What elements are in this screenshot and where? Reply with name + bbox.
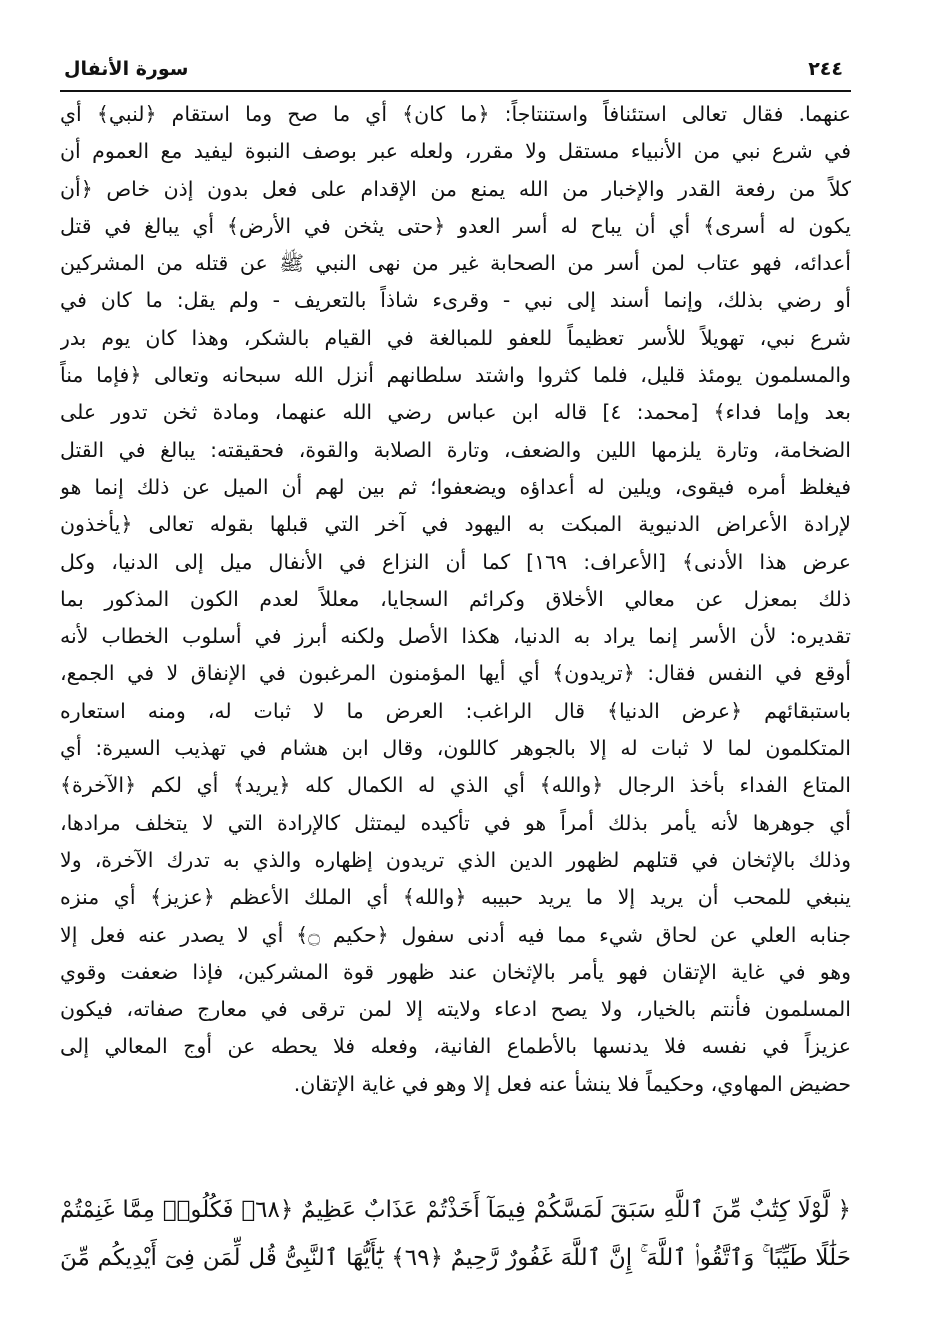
text-line: لإرادة الأعراض الدنيوية المبكت به اليهود في آخر التي قبلها بقوله تعالى ﴿يأخذون	[60, 512, 851, 537]
text-line: وذلك بالإثخان في قتلهم لظهور الدين الذي تريدون إظهاره والذي به تدرك الآخرة، ولا	[60, 847, 851, 872]
quran-verses	[60, 1186, 851, 1282]
text-line: باستبقائهم ﴿عرض الدنيا﴾ قال الراغب: العرض ما لا ثبات له، ومنه استعاره	[60, 698, 851, 723]
commentary-text	[60, 96, 851, 1103]
verse-line: ﴿ لَّوْلَا كِتَٰبٌ مِّنَ ٱللَّهِ سَبَقَ لَمَسَّكُمْ فِيمَآ أَخَذْتُمْ عَذَابٌ عَظِيمٌ ﴿٦٨﴾ فَكُلُوا۟ مِمَّا غَنِمْتُمْ	[60, 1197, 851, 1223]
text-line: في شرع نبي من الأنبياء مستقل ولا مقرر، ولعله عبر بوصف النبوة ليفيد مع العموم أن	[60, 139, 851, 164]
text-line: عرض هذا الأدنى﴾ [الأعراف: ١٦٩] كما أن النزاع في الأنفال ميل إلى الدنيا، وكل	[60, 549, 851, 574]
page-number: ٢٤٤	[808, 58, 843, 80]
page-header	[60, 58, 851, 92]
text-line: الضخامة، وتارة يلزمها اللين والضعف، وتارة الصلابة والقوة، فحقيقته: يبالغ في القتل	[60, 437, 851, 462]
text-line: المتاع الفداء بأخذ الرجال ﴿والله﴾ أي الذي له الكمال كله ﴿يريد﴾ أي لكم ﴿الآخرة﴾	[60, 773, 851, 798]
verse-line: حَلَٰلًا طَيِّبًا ۚ وَٱتَّقُوا۟ ٱللَّهَ ۚ إِنَّ ٱللَّهَ غَفُورٌ رَّحِيمٌ ﴿٦٩﴾ يَٰٓأَيُّهَا ٱلنَّبِىُّ قُل لِّمَن فِىٓ أَيْدِيكُم مِّنَ	[60, 1245, 851, 1271]
surah-title: سورة الأنفال	[64, 58, 189, 80]
text-line: فيغلظ أمره فيقوى، ويلين له أعداؤه ويضعفوا؛ ثم بين لهم أن الميل عن ذلك إنما هو	[60, 474, 851, 499]
text-line: المسلمون فأنتم بالخيار، ولا يصح ادعاء ولايته إلا لمن ترقى في معارج صفاته، فيكون	[60, 997, 851, 1022]
text-line: ذلك بمعزل عن معالي الأخلاق وكرائم السجايا، معللاً لعدم الكون المذكور بما	[60, 586, 851, 611]
text-line: أوقع في النفس فقال: ﴿تريدون﴾ أي أيها المؤمنون المرغبون في الإنفاق لا في الجمع،	[60, 661, 851, 686]
text-line: بعد وإما فداء﴾ [محمد: ٤] قاله ابن عباس رضي الله عنهما، ومادة ثخن تدور على	[60, 400, 851, 425]
text-line: ينبغي للمحب أن يريد إلا ما يريد حبيبه ﴿والله﴾ أي الملك الأعظم ﴿عزيز﴾ أي منزه	[60, 885, 851, 910]
text-line: شرع نبي، تهويلاً للأسر تعظيماً للعفو للمبالغة في القيام بالشكر، وهذا كان يوم بدر	[60, 325, 851, 350]
text-line: حضيض المهاوي، وحكيماً فلا ينشأ عنه فعل إلا وهو في غاية الإتقان.	[293, 1071, 851, 1096]
text-line: والمسلمون يومئذ قليل، فلما كثروا واشتد سلطانهم أنزل الله سبحانه وتعالى ﴿فإما مناً	[60, 363, 851, 388]
text-line: أو رضي بذلك، وإنما أسند إلى نبي - وقرىء شاذاً بالتعريف - ولم يقل: ما كان في	[60, 288, 851, 313]
text-line: يكون له أسرى﴾ أي أن يباح له أسر العدو ﴿حتى يثخن في الأرض﴾ أي يبالغ في قتل	[60, 213, 851, 238]
text-line: عنهما. فقال تعالى استئنافاً واستنتاجاً: ﴿ما كان﴾ أي ما صح وما استقام ﴿لنبي﴾ أي	[60, 102, 851, 126]
text-line: كلاً من رفعة القدر والإخبار من الله يمنع من الإقدام على فعل بدون إذن خاص ﴿أن	[60, 176, 851, 201]
text-line: المتكلمون لما لا ثبات له إلا بالجوهر كاللون، وقال ابن هشام في تهذيب السيرة: أي	[60, 736, 851, 761]
text-line: وهو في غاية الإتقان فهو يأمر بالإثخان عند ظهور قوة المشركين، فإذا ضعفت وقوي	[60, 959, 851, 984]
text-line: أي جوهرها لأنه يأمر بذلك أمراً هو في تأكيده ليمتثل كالإرادة التي لا يتخلف مرادها،	[60, 810, 851, 835]
text-line: جنابه العلي عن لحاق شيء مما فيه أدنى سفول ﴿حكيم ۝﴾ أي لا يصدر عنه فعل إلا	[60, 922, 851, 947]
text-line: عزيزاً في نفسه فلا يدنسها بالأطماع الفانية، وفعله فلا يحطه عن أوج المعالي إلى	[60, 1034, 851, 1059]
text-line: أعدائه، فهو عتاب لمن أسر من الصحابة غير من نهى النبي ﷺ عن قتله من المشركين	[60, 251, 851, 276]
text-line: تقديره: لأن الأسر إنما يراد به الدنيا، هكذا الأصل ولكنه أبرز في أسلوب الخطاب لأنه	[60, 624, 851, 649]
